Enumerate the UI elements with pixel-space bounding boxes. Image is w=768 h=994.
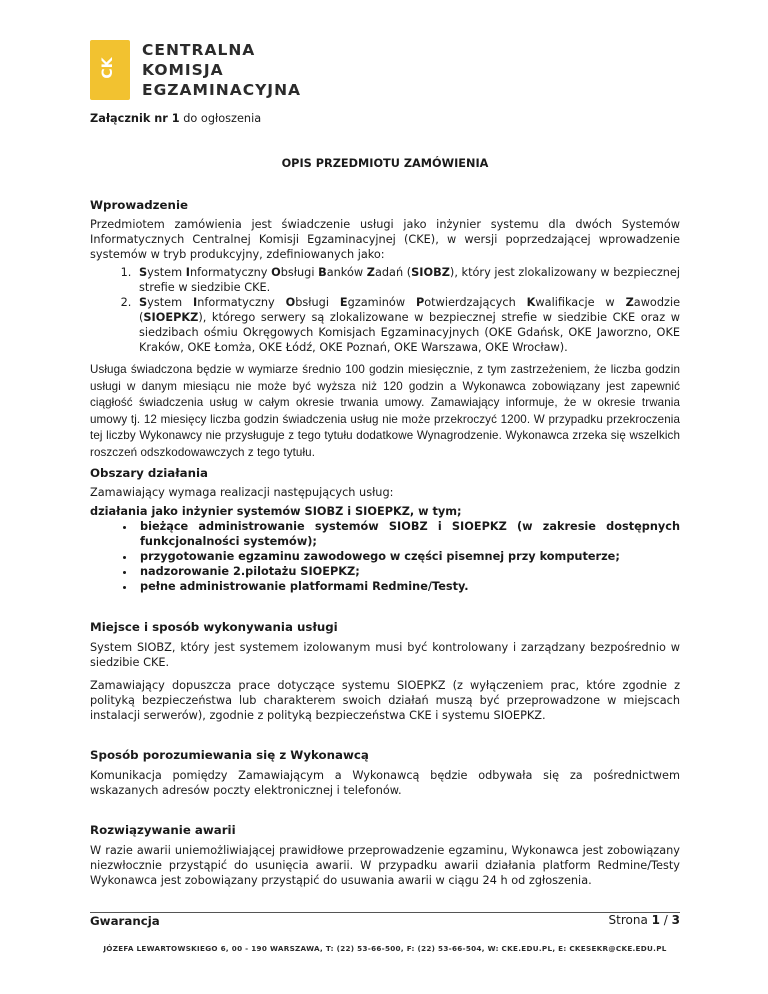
heading-areas: Obszary działania — [90, 466, 208, 480]
systems-list — [90, 265, 680, 355]
annex-bold: Załącznik nr 1 — [90, 112, 180, 125]
communication-paragraph: Komunikacja pomiędzy Zamawiającym a Wykonawcą będzie odbywała się za pośrednictwem wskazanych adresów poczty elektronicznej i telefonów. — [90, 769, 680, 797]
place-paragraph-1: System SIOBZ, który jest systemem izolowanym musi być kontrolowany i zarządzany bezpośrednio w siedzibie CKE. — [90, 641, 680, 669]
areas-item: • pełne administrowanie platformami Redmine/Testy. — [136, 579, 680, 594]
document-body — [90, 108, 680, 929]
page-number: Strona 1 / 3 — [608, 913, 680, 927]
service-paragraph: Usługa świadczona będzie w wymiarze średnio 100 godzin miesięcznie, z tym zastrzeżeniem, że liczba godzin usługi w danym miesiącu nie może być wyższa niż 120 godzin a Wykonawca zobowiązany jest zapewnić ciągłość świadczenia usług w całym okresie trwania umowy. Zamawiający informuje, że w okresie trwania umowy tj. 12 miesięcy liczba godzin świadczenia usług nie może przekroczyć 1200. W przypadku przekroczenia tej liczby Wykonawcy nie przysługuje z tego tytułu dodatkowe Wynagrodzenie. Wykonawca zrzeka się wszelkich roszczeń odszkodowawczych z tego tytułu. — [90, 363, 680, 459]
system-item-siobz: 1. System Informatyczny Obsługi Banków Zadań (SIOBZ), który jest zlokalizowany w bezpiecznej strefie w siedzibie CKE. — [135, 265, 680, 295]
logo-mark — [90, 40, 130, 100]
areas-lead: działania jako inżynier systemów SIOBZ i SIOEPKZ, w tym; — [90, 505, 462, 518]
heading-intro: Wprowadzenie — [90, 198, 188, 212]
logo-line-3: EGZAMINACYJNA — [142, 81, 302, 99]
areas-list — [90, 519, 680, 594]
areas-item: • przygotowanie egzaminu zawodowego w części pisemnej przy komputerze; — [136, 549, 680, 564]
document-title: OPIS PRZEDMIOTU ZAMÓWIENIA — [281, 157, 489, 170]
logo-line-1: CENTRALNA — [142, 41, 256, 59]
system-item-sioepkz: 2. System Informatyczny Obsługi Egzaminów Potwierdzających Kwalifikacje w Zawodzie (SIOEPKZ), którego serwery są zlokalizowane w bezpiecznej strefie w siedzibie CKE oraz w siedzibach ośmiu Okręgowych Komisjach Egzaminacyjnych (OKE Gdańsk, OKE Jaworzno, OKE Kraków, OKE Łomża, OKE Łódź, OKE Poznań, OKE Warszawa, OKE Wrocław). — [135, 295, 680, 355]
cke-logo — [90, 40, 302, 100]
heading-warranty: Gwarancja — [90, 914, 160, 928]
areas-paragraph: Zamawiający wymaga realizacji następujących usług: — [90, 486, 394, 499]
heading-place: Miejsce i sposób wykonywania usługi — [90, 620, 338, 634]
footer-divider — [90, 912, 680, 913]
failures-paragraph: W razie awarii uniemożliwiającej prawidłowe przeprowadzenie egzaminu, Wykonawca jest zobowiązany niezwłocznie przystąpić do usunięcia awarii. W przypadku awarii działania platform Redmine/Testy Wykonawca jest zobowiązany przystąpić do usuwania awarii w ciągu 24 h od zgłoszenia. — [90, 844, 680, 887]
areas-item: • bieżące administrowanie systemów SIOBZ i SIOEPKZ (w zakresie dostępnych funkcjonalności systemów); — [136, 519, 680, 549]
logo-line-2: KOMISJA — [142, 61, 224, 79]
logo-mark-text: CK — [100, 57, 116, 79]
annex-rest: do ogłoszenia — [179, 112, 262, 125]
annex-note — [90, 111, 680, 126]
intro-paragraph: Przedmiotem zamówienia jest świadczenie usługi jako inżynier systemu dla dwóch Systemów Informatycznych Centralnej Komisji Egzaminacyjnej (CKE), w wersji poprzedzającej wprowadzenie systemów w tryb produkcyjny, zdefiniowanych jako: — [90, 218, 680, 261]
place-paragraph-2: Zamawiający dopuszcza prace dotyczące systemu SIOEPKZ (z wyłączeniem prac, które zgodnie z polityką bezpieczeństwa lub charakterem swoich działań muszą być przeprowadzone w miejscach instalacji serwerów), zgodnie z polityką bezpieczeństwa CKE i systemu SIOEPKZ. — [90, 679, 680, 722]
areas-item: • nadzorowanie 2.pilotażu SIOEPKZ; — [136, 564, 680, 579]
footer-address: JÓZEFA LEWARTOWSKIEGO 6, 00 - 190 WARSZAWA, T: (22) 53-66-500, F: (22) 53-66-504, W: CKE.EDU.PL, E: CKESEKR@CKE.EDU.PL — [103, 944, 667, 953]
heading-communication: Sposób porozumiewania się z Wykonawcą — [90, 748, 369, 762]
logo-wordmark — [142, 40, 301, 100]
heading-failures: Rozwiązywanie awarii — [90, 823, 236, 837]
